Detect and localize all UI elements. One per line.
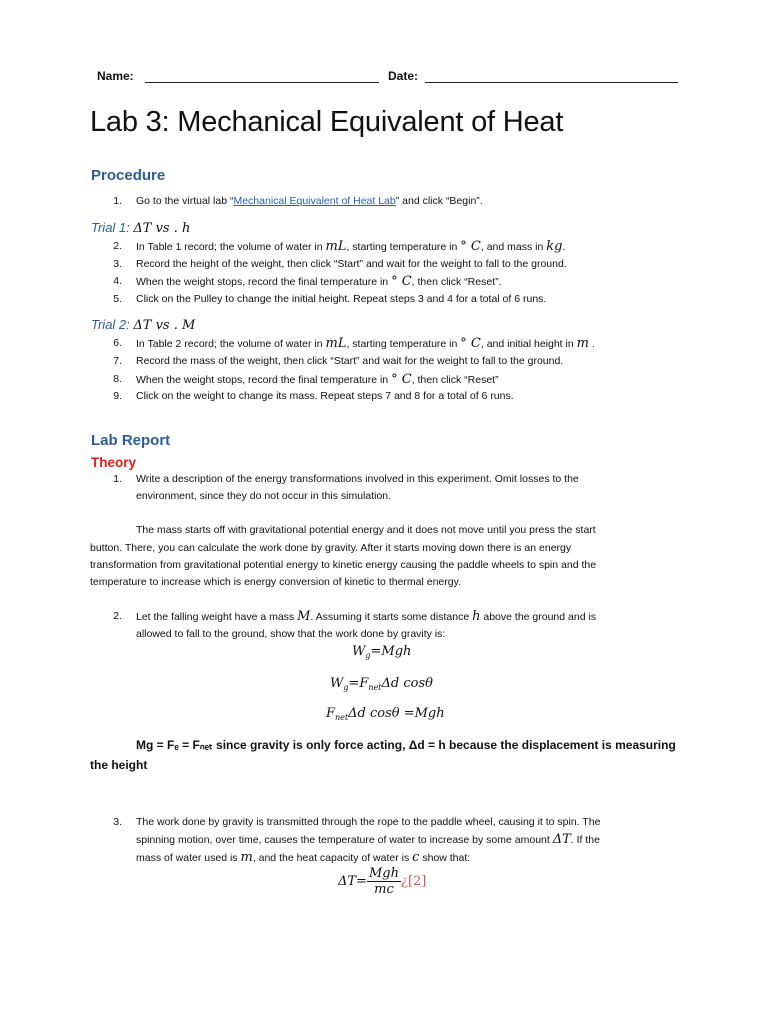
text-part: spinning motion, over time, causes the temperature of water to increase by some amount — [136, 834, 553, 846]
step-part: When the weight stops, record the final temperature in — [136, 276, 392, 288]
math-unit: ° C — [391, 372, 412, 387]
math-unit: ° C — [460, 336, 481, 351]
page-title: Lab 3: Mechanical Equivalent of Heat — [90, 106, 564, 138]
step-number: 6. — [113, 337, 122, 349]
procedure-heading: Procedure — [91, 167, 166, 184]
math-var: m — [240, 850, 253, 865]
eq-part: =Mgh — [370, 644, 412, 659]
eq-denominator: mc — [374, 882, 394, 897]
step-text — [136, 335, 595, 353]
question-text-line: The work done by gravity is transmitted through the rope to the paddle wheel, causing it to spin. The — [136, 816, 601, 828]
step-part: , then click “Reset” — [411, 374, 499, 386]
eq-sub: net — [368, 683, 382, 692]
answer-line: transformation from gravitational potential energy to kinetic energy causing the paddle wheels to spin and the — [90, 559, 597, 571]
date-field[interactable] — [425, 82, 678, 83]
step-part: . — [562, 241, 566, 253]
math-unit: kg — [546, 239, 563, 254]
eq-part: W — [330, 676, 344, 691]
eq-numerator: Mgh — [368, 866, 399, 881]
answer-line: button. There, you can calculate the work done by gravity. After it starts moving down there is an energy — [90, 542, 572, 554]
step-text: Record the height of the weight, then click “Start” and wait for the weight to fall to the ground. — [136, 258, 567, 270]
lab-report-heading: Lab Report — [91, 432, 171, 449]
trial-2-heading — [91, 317, 195, 333]
text-part: Let the falling weight have a mass — [136, 611, 298, 623]
step-part: In Table 1 record; the volume of water in — [136, 241, 326, 253]
equation-2 — [330, 676, 433, 692]
math-var: ΔT — [552, 832, 571, 847]
step-number: 5. — [113, 293, 122, 305]
math-unit: mL — [325, 239, 347, 254]
date-label: Date: — [388, 69, 419, 83]
theory-heading: Theory — [91, 455, 137, 470]
step-number: 9. — [113, 390, 122, 402]
math-var: M — [297, 609, 311, 624]
step-text: Record the mass of the weight, then click “Start” and wait for the weight to fall to the ground. — [136, 355, 564, 367]
step-text-post: ” and click “Begin”. — [395, 195, 483, 207]
math-var: c — [412, 850, 420, 865]
eq-sub: g — [343, 683, 349, 692]
eq-sub: net — [335, 713, 349, 722]
trial-2-label: Trial 2: — [91, 317, 130, 332]
trial-1-math: ΔT vs . h — [133, 221, 191, 236]
step-number: 7. — [113, 355, 122, 367]
step-text — [136, 273, 502, 291]
step-part: In Table 2 record; the volume of water in — [136, 338, 326, 350]
equation-1 — [352, 644, 411, 660]
step-text — [136, 193, 483, 210]
step-part: . — [588, 338, 595, 350]
trial-1-heading — [91, 220, 190, 236]
answer-line: temperature to increase which is energy conversion of kinetic to thermal energy. — [90, 576, 461, 588]
step-text — [136, 238, 565, 256]
text-part: , and the heat capacity of water is — [252, 852, 413, 864]
question-text-line: Write a description of the energy transformations involved in this experiment. Omit losses to the — [136, 473, 579, 485]
answer-note-line: Mg = Fₑ = Fₙₑₜ since gravity is only force acting, Δd = h because the displacement is measuring — [136, 738, 676, 752]
question-text-line — [136, 831, 600, 849]
eq-part: W — [352, 644, 366, 659]
eq-part: F — [326, 706, 336, 721]
step-part: , then click “Reset”. — [411, 276, 502, 288]
question-number: 3. — [113, 816, 122, 828]
trial-2-math: ΔT vs . M — [133, 318, 196, 333]
eq-part: Δd cosθ =Mgh — [348, 706, 445, 721]
name-label: Name: — [97, 69, 134, 83]
step-number: 2. — [113, 240, 122, 252]
eq-part: =F — [348, 676, 369, 691]
eq-part: Δd cosθ — [381, 676, 433, 691]
step-part: , starting temperature in — [346, 241, 461, 253]
step-part: When the weight stops, record the final temperature in — [136, 374, 392, 386]
text-part: . If the — [570, 834, 600, 846]
question-text-line: environment, since they do not occur in this simulation. — [136, 490, 392, 502]
text-part: above the ground and is — [480, 611, 597, 623]
step-text — [136, 371, 499, 389]
step-number: 4. — [113, 275, 122, 287]
answer-note-line: the height — [90, 758, 148, 772]
eq-fraction — [367, 866, 401, 897]
question-number: 2. — [113, 610, 122, 622]
trial-1-label: Trial 1: — [91, 220, 130, 235]
equation-3 — [326, 706, 445, 722]
text-part: show that: — [419, 852, 471, 864]
answer-line: The mass starts off with gravitational potential energy and it does not move until you press the start — [136, 524, 596, 536]
step-number: 3. — [113, 258, 122, 270]
text-part: . Assuming it starts some distance — [310, 611, 473, 623]
math-var: h — [472, 609, 481, 624]
math-unit: m — [576, 336, 589, 351]
eq-sub: g — [365, 651, 371, 660]
equation-delta-t — [338, 866, 426, 897]
eq-part: ¿[2] — [400, 874, 427, 889]
name-field[interactable] — [145, 82, 379, 83]
eq-part: ΔT= — [338, 874, 367, 889]
math-unit: mL — [325, 336, 347, 351]
math-unit: ° C — [460, 239, 481, 254]
step-part: , and mass in — [480, 241, 547, 253]
step-number: 1. — [113, 195, 122, 207]
question-text-line — [136, 849, 470, 867]
step-text-pre: Go to the virtual lab “ — [136, 195, 234, 207]
step-part: , and initial height in — [480, 338, 577, 350]
step-text: Click on the weight to change its mass. Repeat steps 7 and 8 for a total of 6 runs. — [136, 390, 514, 402]
step-part: , starting temperature in — [346, 338, 461, 350]
text-part: mass of water used is — [136, 852, 241, 864]
step-number: 8. — [113, 373, 122, 385]
question-number: 1. — [113, 473, 122, 485]
virtual-lab-link[interactable]: Mechanical Equivalent of Heat Lab — [233, 195, 396, 207]
question-text-line: allowed to fall to the ground, show that the work done by gravity is: — [136, 628, 446, 640]
question-text-line — [136, 608, 596, 626]
math-unit: ° C — [391, 274, 412, 289]
step-text: Click on the Pulley to change the initial height. Repeat steps 3 and 4 for a total of 6 runs. — [136, 293, 547, 305]
